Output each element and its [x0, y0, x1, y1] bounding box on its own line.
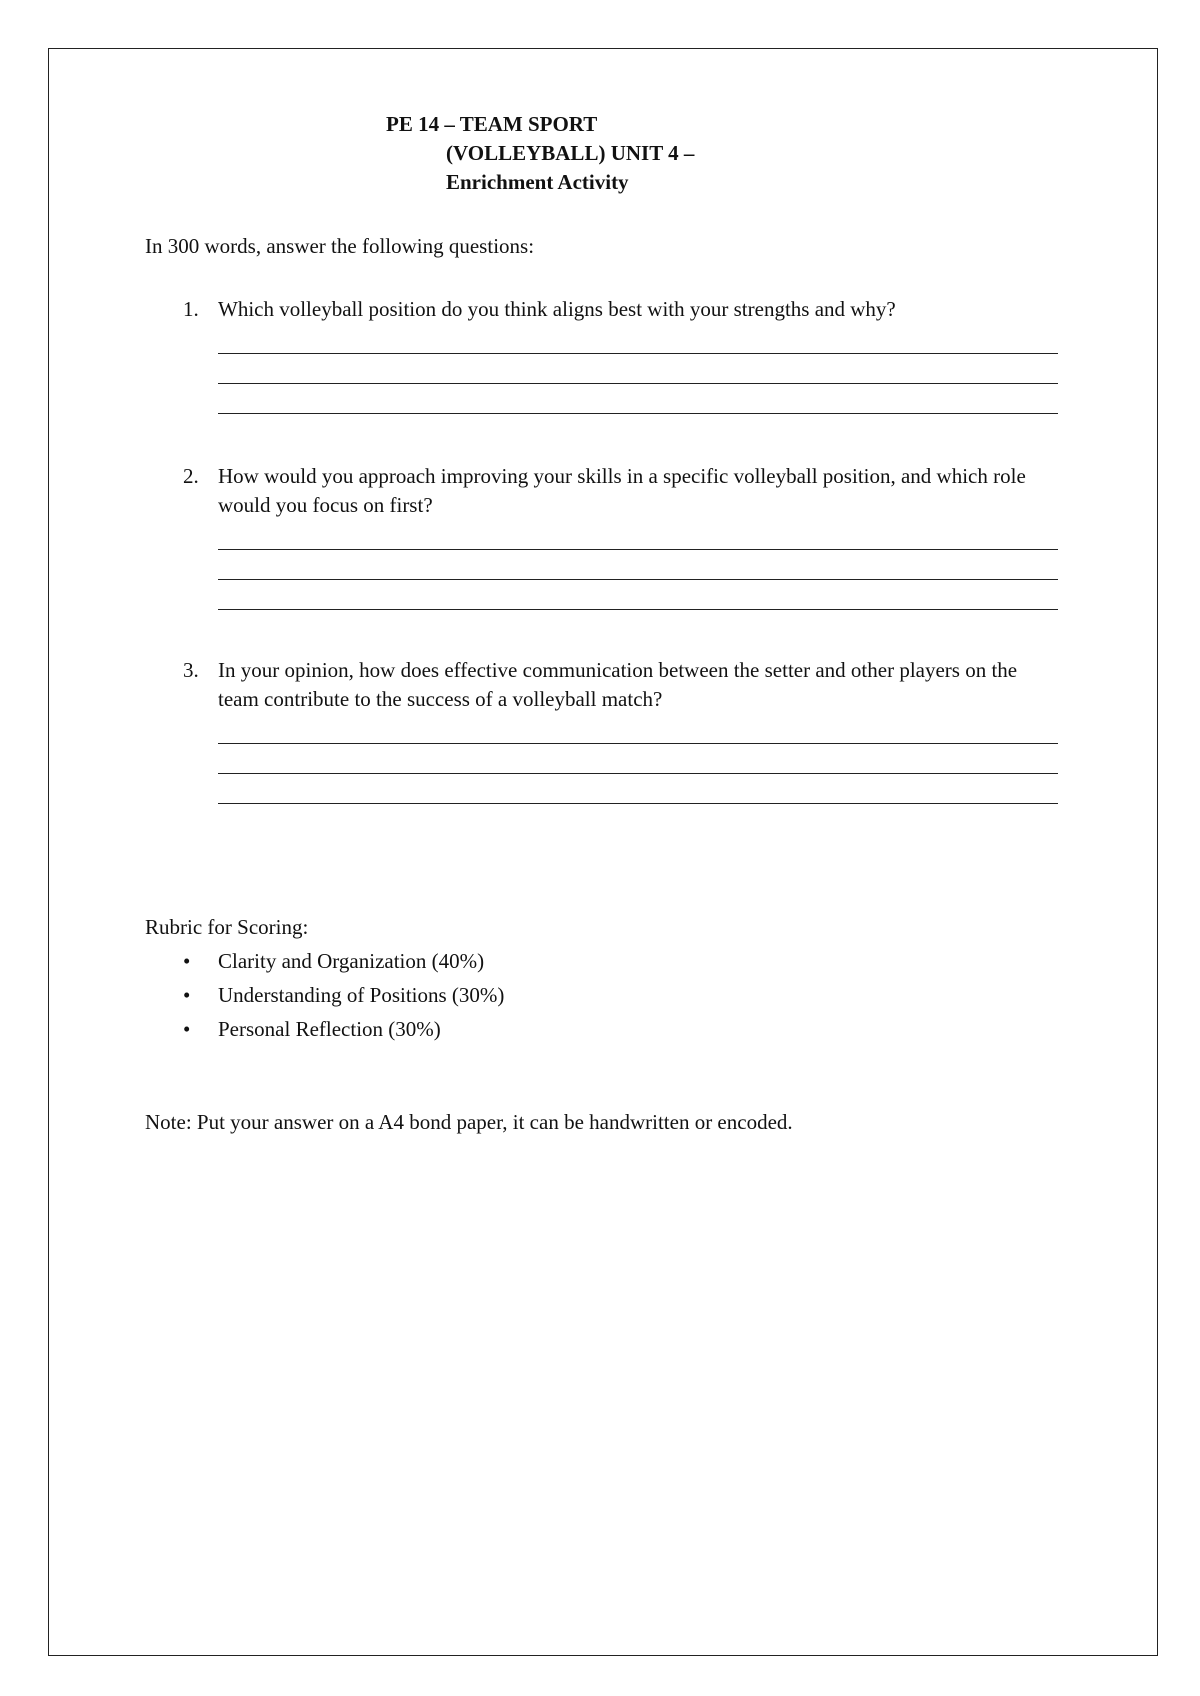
rubric-item — [145, 944, 504, 978]
question-number: 2. — [183, 464, 199, 488]
rubric-section — [145, 910, 504, 1046]
bullet-icon: • — [183, 949, 191, 973]
question-number: 1. — [183, 297, 199, 321]
question-2 — [145, 462, 1065, 610]
rubric-item-label: Personal Reflection (30%) — [218, 1017, 441, 1041]
question-text: How would you approach improving your skills in a specific volleyball position, and which role would you focus on first? — [218, 464, 1026, 517]
answer-line — [218, 714, 1058, 744]
answer-line — [218, 774, 1058, 804]
title-line-3: Enrichment Activity — [446, 170, 629, 194]
answer-line — [218, 744, 1058, 774]
page-border — [48, 48, 1158, 1656]
instructions: In 300 words, answer the following questions: — [145, 234, 535, 258]
question-1 — [145, 295, 1065, 414]
rubric-item — [145, 1012, 504, 1046]
answer-line — [218, 324, 1058, 354]
rubric-item — [145, 978, 504, 1012]
title-line-1: PE 14 – TEAM SPORT — [386, 112, 598, 136]
rubric-item-label: Understanding of Positions (30%) — [218, 983, 505, 1007]
rubric-item-label: Clarity and Organization (40%) — [218, 949, 485, 973]
answer-line — [218, 354, 1058, 384]
answer-line — [218, 580, 1058, 610]
question-3 — [145, 656, 1065, 804]
answer-line — [218, 384, 1058, 414]
bullet-icon: • — [183, 983, 191, 1007]
question-text: Which volleyball position do you think aligns best with your strengths and why? — [218, 297, 896, 321]
answer-line — [218, 550, 1058, 580]
answer-line — [218, 520, 1058, 550]
question-number: 3. — [183, 658, 199, 682]
rubric-title: Rubric for Scoring: — [145, 915, 309, 939]
bullet-icon: • — [183, 1017, 191, 1041]
title-line-2: (VOLLEYBALL) UNIT 4 – — [446, 141, 695, 165]
rubric-list — [145, 944, 504, 1046]
submission-note: Note: Put your answer on a A4 bond paper, it can be handwritten or encoded. — [145, 1110, 793, 1134]
question-text: In your opinion, how does effective communication between the setter and other players on the team contribute to the success of a volleyball match? — [218, 658, 1018, 711]
